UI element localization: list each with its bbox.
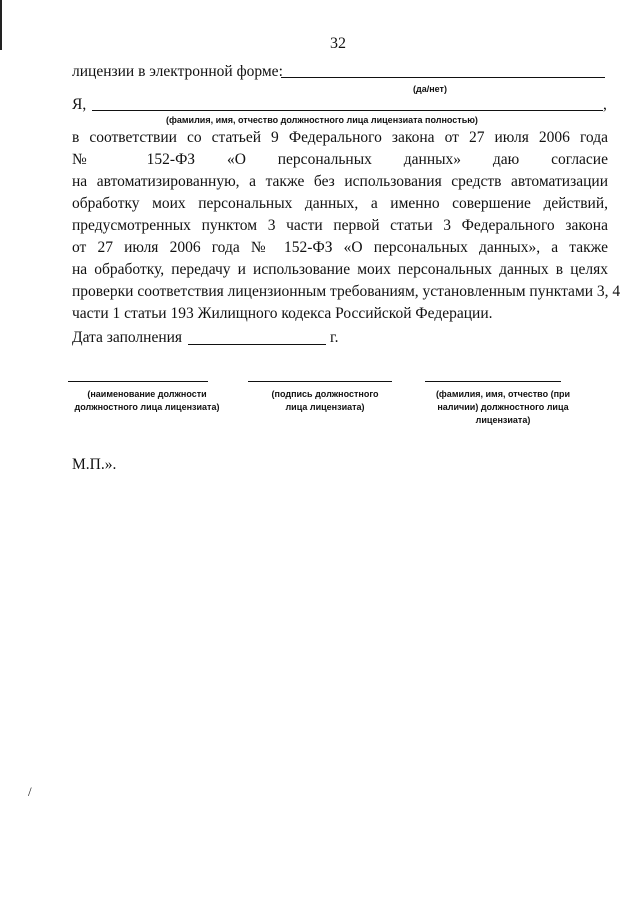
consent-line-6: от 27 июля 2006 года № 152-ФЗ «О персональных данных», а также	[72, 239, 608, 256]
position-line[interactable]	[68, 381, 208, 382]
scan-artifact-mark: /	[28, 784, 32, 799]
declarant-name-hint: (фамилия, имя, отчество должностного лица лицензиата полностью)	[166, 115, 478, 125]
fullname-caption: (фамилия, имя, отчество (при наличии) должностного лица лицензиата)	[435, 389, 571, 425]
consent-line-7: на обработку, передачу и использование моих персональных данных в целях	[72, 261, 608, 278]
consent-line-8: проверки соответствия лицензионным требованиям, установленным пунктами 3, 4	[72, 283, 621, 300]
declarant-name-field[interactable]	[92, 110, 603, 111]
electronic-form-hint: (да/нет)	[413, 84, 447, 94]
scan-edge-mark	[0, 0, 2, 50]
date-suffix: г.	[330, 329, 339, 346]
declarant-comma: ,	[603, 96, 607, 113]
consent-line-2: № 152-ФЗ «О персональных данных» даю согласие	[72, 151, 608, 168]
electronic-form-label: лицензии в электронной форме:	[72, 63, 283, 80]
position-caption: (наименование должности должностного лица лицензиата)	[74, 389, 220, 412]
consent-line-4: обработку моих персональных данных, а именно совершение действий,	[72, 195, 608, 212]
date-label: Дата заполнения	[72, 329, 183, 346]
stamp-place: М.П.».	[72, 456, 117, 473]
date-field[interactable]	[188, 344, 326, 345]
signature-caption: (подпись должностного лица лицензиата)	[271, 389, 379, 412]
consent-line-1: в соответствии со статьей 9 Федерального закона от 27 июля 2006 года	[72, 129, 608, 146]
signature-line[interactable]	[248, 381, 392, 382]
page-number: 32	[330, 35, 346, 52]
declarant-prefix: Я,	[72, 96, 87, 113]
consent-line-3: на автоматизированную, а также без использования средств автоматизации	[72, 173, 608, 190]
consent-line-5: предусмотренных пунктом 3 части первой статьи 3 Федерального закона	[72, 217, 608, 234]
electronic-form-field[interactable]	[281, 77, 605, 78]
consent-line-9: части 1 статьи 193 Жилищного кодекса Российской Федерации.	[72, 305, 493, 322]
fullname-line[interactable]	[425, 381, 561, 382]
